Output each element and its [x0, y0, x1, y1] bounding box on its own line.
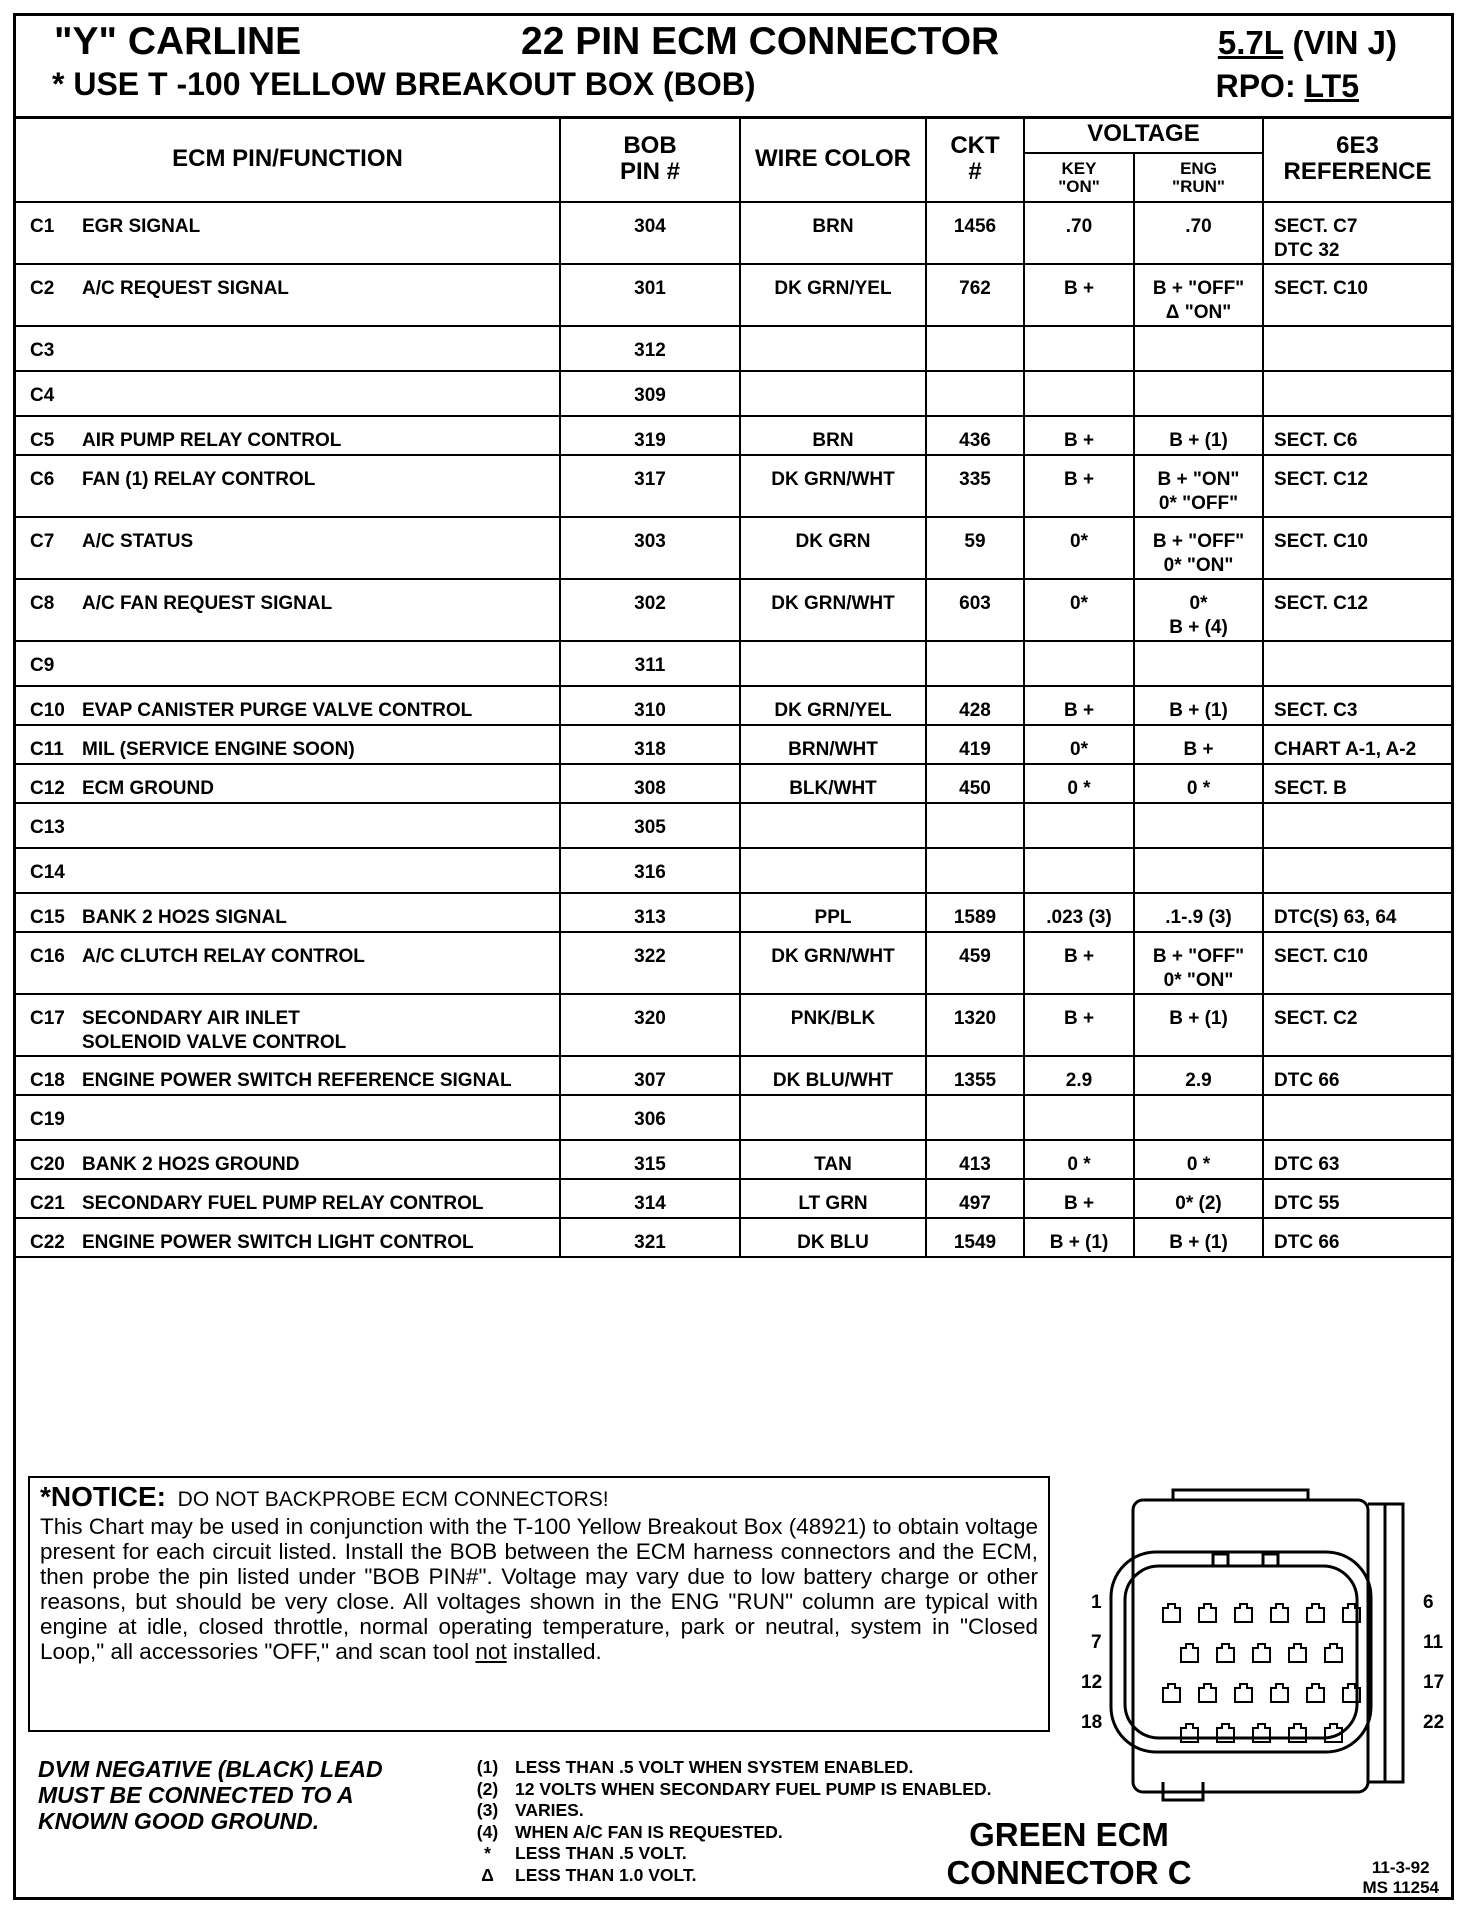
table-row — [16, 686, 1451, 725]
wire-color-cell: DK GRN/YEL — [740, 686, 926, 725]
circuit-cell: 1589 — [926, 893, 1024, 932]
pin-function-cell — [16, 326, 560, 371]
circuit-cell: 419 — [926, 725, 1024, 764]
circuit-cell: 59 — [926, 517, 1024, 579]
col-voltage-header: VOLTAGE — [1024, 116, 1263, 153]
pin-function: BANK 2 HO2S SIGNAL — [82, 907, 287, 928]
connector-pin-cavity — [1163, 1604, 1180, 1622]
pin-function-cell — [16, 725, 560, 764]
eng-run-voltage-cell: .70 — [1134, 202, 1263, 264]
table-row — [16, 725, 1451, 764]
key-on-voltage-cell: 2.9 — [1024, 1056, 1134, 1095]
wire-color-cell — [740, 848, 926, 893]
footnote-text: LESS THAN 1.0 VOLT. — [515, 1864, 697, 1885]
wire-color-cell — [740, 803, 926, 848]
key-on-voltage-cell: B + — [1024, 994, 1134, 1056]
reference-cell: DTC 55 — [1263, 1179, 1451, 1218]
header — [16, 16, 1451, 119]
key-on-voltage-cell: 0* — [1024, 579, 1134, 641]
pin-label-1: 1 — [1091, 1592, 1102, 1613]
pin-id: C6 — [30, 469, 55, 490]
footnote — [460, 1865, 991, 1887]
pin-function-cell — [16, 264, 560, 326]
reference-cell — [1263, 371, 1451, 416]
bob-pin-cell: 322 — [560, 932, 740, 994]
eng-run-voltage-cell: B + "OFF" Δ "ON" — [1134, 264, 1263, 326]
notice-body — [40, 1514, 1038, 1664]
eng-run-voltage-cell: B + (1) — [1134, 1218, 1263, 1257]
col-key-on-header: KEY "ON" — [1024, 153, 1134, 202]
pin-id: C18 — [30, 1070, 65, 1091]
footnote — [460, 1779, 991, 1801]
bob-pin-cell: 321 — [560, 1218, 740, 1257]
reference-cell: SECT. C12 — [1263, 579, 1451, 641]
pin-function: ENGINE POWER SWITCH REFERENCE SIGNAL — [82, 1070, 512, 1091]
table-row — [16, 641, 1451, 686]
key-on-voltage-cell: B + — [1024, 416, 1134, 455]
col-wire-header: WIRE COLOR — [740, 116, 926, 202]
pin-function-cell — [16, 371, 560, 416]
wire-color-cell — [740, 371, 926, 416]
pin-function: FAN (1) RELAY CONTROL — [82, 469, 316, 490]
eng-run-voltage-cell: B + (1) — [1134, 686, 1263, 725]
doc-id-block — [1362, 1858, 1439, 1898]
key-on-voltage-cell — [1024, 848, 1134, 893]
eng-run-voltage-cell: B + (1) — [1134, 994, 1263, 1056]
wire-color-cell: TAN — [740, 1140, 926, 1179]
reference-cell: DTC 66 — [1263, 1056, 1451, 1095]
reference-cell: DTC 63 — [1263, 1140, 1451, 1179]
connector-pin-cavity — [1199, 1604, 1216, 1622]
key-on-voltage-cell: B + — [1024, 1179, 1134, 1218]
wire-color-cell: DK GRN/WHT — [740, 932, 926, 994]
table-row — [16, 326, 1451, 371]
footnote-text: LESS THAN .5 VOLT WHEN SYSTEM ENABLED. — [515, 1757, 914, 1777]
connector-diagram — [1081, 1482, 1445, 1812]
pin-function-cell — [16, 893, 560, 932]
bob-pin-cell: 301 — [560, 264, 740, 326]
col-eng-run-header: ENG "RUN" — [1134, 153, 1263, 202]
pin-id: C3 — [30, 340, 55, 361]
notice-title: *NOTICE: — [40, 1481, 166, 1512]
pin-function: EVAP CANISTER PURGE VALVE CONTROL — [82, 700, 473, 721]
engine-vin: (VIN J) — [1283, 24, 1397, 61]
pin-function-cell — [16, 803, 560, 848]
table-row — [16, 264, 1451, 326]
circuit-cell: 497 — [926, 1179, 1024, 1218]
bob-pin-cell: 319 — [560, 416, 740, 455]
eng-run-voltage-cell — [1134, 326, 1263, 371]
pin-function-cell — [16, 1095, 560, 1140]
key-on-voltage-cell: B + — [1024, 455, 1134, 517]
pin-function-cell — [16, 416, 560, 455]
wire-color-cell: BRN/WHT — [740, 725, 926, 764]
key-on-voltage-cell: 0* — [1024, 725, 1134, 764]
pin-id: C15 — [30, 907, 65, 928]
circuit-cell — [926, 326, 1024, 371]
pin-function: A/C FAN REQUEST SIGNAL — [82, 593, 333, 614]
circuit-cell: 436 — [926, 416, 1024, 455]
bob-pin-cell: 316 — [560, 848, 740, 893]
rpo-value: LT5 — [1304, 68, 1359, 104]
connector-face — [1125, 1566, 1357, 1738]
bob-pin-cell: 311 — [560, 641, 740, 686]
notice-body-1: This Chart may be used in conjunction with the T-100 Yellow Breakout Box (48921) to obtain voltage present for each circuit listed. Install the BOB between the ECM harness connectors and the ECM, then probe the pin listed under "BOB PIN#". Voltage may vary due to low battery charge or other reasons, but should be very close. All voltages shown in the ENG "RUN" column are typical with engine at idle, closed throttle, normal operating temperature, park or neutral, system in "Closed Loop," all accessories "OFF," and scan tool — [40, 1514, 1038, 1664]
reference-cell: SECT. C6 — [1263, 416, 1451, 455]
col-function-header: ECM PIN/FUNCTION — [16, 116, 560, 202]
bob-pin-cell: 303 — [560, 517, 740, 579]
circuit-cell: 428 — [926, 686, 1024, 725]
pin-function: MIL (SERVICE ENGINE SOON) — [82, 739, 355, 760]
pin-id: C8 — [30, 593, 55, 614]
eng-run-voltage-cell — [1134, 1095, 1263, 1140]
eng-run-voltage-cell: 0 * — [1134, 1140, 1263, 1179]
wire-color-cell: DK GRN/YEL — [740, 264, 926, 326]
doc-id: MS 11254 — [1362, 1878, 1439, 1897]
footnote — [460, 1822, 991, 1844]
pin-id: C22 — [30, 1232, 65, 1253]
pin-function: A/C STATUS — [82, 531, 194, 552]
dvm-instruction: DVM NEGATIVE (BLACK) LEAD MUST BE CONNECTED TO A KNOWN GOOD GROUND. — [38, 1756, 383, 1834]
connector-pin-cavity — [1199, 1684, 1216, 1702]
connector-title: 22 PIN ECM CONNECTOR — [521, 20, 1000, 63]
table-row — [16, 803, 1451, 848]
circuit-cell: 1320 — [926, 994, 1024, 1056]
eng-run-voltage-cell: B + "ON" 0* "OFF" — [1134, 455, 1263, 517]
reference-cell: DTC(S) 63, 64 — [1263, 893, 1451, 932]
pin-label-22: 22 — [1423, 1712, 1445, 1733]
notice-title-line — [40, 1482, 1038, 1514]
notice-warning: DO NOT BACKPROBE ECM CONNECTORS! — [177, 1488, 609, 1511]
pin-function-cell — [16, 1056, 560, 1095]
wire-color-cell: DK GRN/WHT — [740, 455, 926, 517]
wire-color-cell: BRN — [740, 416, 926, 455]
table-row — [16, 416, 1451, 455]
wire-color-cell: LT GRN — [740, 1179, 926, 1218]
circuit-cell: 762 — [926, 264, 1024, 326]
reference-cell — [1263, 641, 1451, 686]
key-on-voltage-cell: 0 * — [1024, 764, 1134, 803]
pin-function: AIR PUMP RELAY CONTROL — [82, 430, 342, 451]
footnote — [460, 1843, 991, 1865]
reference-cell: DTC 66 — [1263, 1218, 1451, 1257]
pin-function-cell — [16, 579, 560, 641]
circuit-cell — [926, 1095, 1024, 1140]
table-row — [16, 371, 1451, 416]
pin-id: C16 — [30, 946, 65, 967]
table-row — [16, 517, 1451, 579]
connector-pin-cavity — [1217, 1644, 1234, 1662]
pin-label-6: 6 — [1423, 1592, 1434, 1613]
key-on-voltage-cell — [1024, 641, 1134, 686]
pin-id: C17 — [30, 1008, 65, 1029]
pin-function-cell — [16, 1179, 560, 1218]
reference-cell: CHART A-1, A-2 — [1263, 725, 1451, 764]
eng-run-voltage-cell: 0* B + (4) — [1134, 579, 1263, 641]
connector-keys — [1213, 1554, 1278, 1566]
key-on-voltage-cell — [1024, 371, 1134, 416]
pin-id: C20 — [30, 1154, 65, 1175]
bob-pin-cell: 307 — [560, 1056, 740, 1095]
col-ckt-header: CKT # — [926, 116, 1024, 202]
footnote — [460, 1757, 991, 1779]
table-row — [16, 1218, 1451, 1257]
pin-id: C19 — [30, 1109, 65, 1130]
pin-function-cell — [16, 932, 560, 994]
table-row — [16, 1179, 1451, 1218]
col-bob-header: BOB PIN # — [560, 116, 740, 202]
pin-label-7: 7 — [1091, 1632, 1102, 1653]
bob-pin-cell: 309 — [560, 371, 740, 416]
pin-id: C10 — [30, 700, 65, 721]
reference-cell: SECT. C12 — [1263, 455, 1451, 517]
rpo-label — [1216, 68, 1359, 105]
table-row — [16, 1095, 1451, 1140]
circuit-cell: 603 — [926, 579, 1024, 641]
pin-function-cell — [16, 1218, 560, 1257]
bob-pin-cell: 305 — [560, 803, 740, 848]
reference-cell: SECT. C10 — [1263, 517, 1451, 579]
connector-body — [1133, 1500, 1368, 1792]
eng-run-voltage-cell — [1134, 371, 1263, 416]
footnote-mark: * — [484, 1843, 491, 1863]
circuit-cell: 413 — [926, 1140, 1024, 1179]
notice-body-2: installed. — [506, 1639, 602, 1664]
connector-pin-cavity — [1235, 1604, 1252, 1622]
reference-cell: SECT. B — [1263, 764, 1451, 803]
pin-function: SECONDARY AIR INLET SOLENOID VALVE CONTROL — [82, 1008, 347, 1053]
bob-pin-cell: 315 — [560, 1140, 740, 1179]
eng-run-voltage-cell: 0* (2) — [1134, 1179, 1263, 1218]
bob-pin-cell: 320 — [560, 994, 740, 1056]
connector-pin-cavity — [1271, 1684, 1288, 1702]
doc-date: 11-3-92 — [1371, 1858, 1430, 1877]
bob-pin-cell: 317 — [560, 455, 740, 517]
reference-cell: SECT. C10 — [1263, 264, 1451, 326]
connector-pin-cavity — [1307, 1684, 1324, 1702]
table-row — [16, 932, 1451, 994]
wire-color-cell: DK BLU/WHT — [740, 1056, 926, 1095]
reference-cell: SECT. C10 — [1263, 932, 1451, 994]
pin-function-cell — [16, 1140, 560, 1179]
footnote-text: LESS THAN .5 VOLT. — [515, 1843, 687, 1863]
pin-id: C2 — [30, 278, 55, 299]
bob-pin-cell: 310 — [560, 686, 740, 725]
eng-run-voltage-cell: 0 * — [1134, 764, 1263, 803]
pin-function-cell — [16, 994, 560, 1056]
connector-pin-cavity — [1181, 1644, 1198, 1662]
wire-color-cell: DK GRN — [740, 517, 926, 579]
connector-pin-grid — [1163, 1604, 1360, 1742]
circuit-cell: 1355 — [926, 1056, 1024, 1095]
pin-id: C5 — [30, 430, 55, 451]
table-row — [16, 848, 1451, 893]
pin-function: ECM GROUND — [82, 778, 214, 799]
wire-color-cell — [740, 326, 926, 371]
pin-function-cell — [16, 848, 560, 893]
eng-run-voltage-cell: B + "OFF" 0* "ON" — [1134, 932, 1263, 994]
pin-function: A/C CLUTCH RELAY CONTROL — [82, 946, 365, 967]
bob-pin-cell: 312 — [560, 326, 740, 371]
key-on-voltage-cell: B + — [1024, 264, 1134, 326]
circuit-cell: 459 — [926, 932, 1024, 994]
key-on-voltage-cell: 0 * — [1024, 1140, 1134, 1179]
circuit-cell — [926, 371, 1024, 416]
reference-cell — [1263, 326, 1451, 371]
rpo-caption: RPO: — [1215, 68, 1305, 104]
pin-id: C11 — [30, 739, 64, 760]
wire-color-cell: DK GRN/WHT — [740, 579, 926, 641]
pin-function-cell — [16, 641, 560, 686]
engine-value: 5.7L — [1217, 24, 1284, 61]
key-on-voltage-cell: B + — [1024, 686, 1134, 725]
pin-label-17: 17 — [1423, 1672, 1445, 1693]
bob-pin-cell: 313 — [560, 893, 740, 932]
key-on-voltage-cell: B + — [1024, 932, 1134, 994]
table-row — [16, 455, 1451, 517]
reference-cell: SECT. C2 — [1263, 994, 1451, 1056]
eng-run-voltage-cell: B + "OFF" 0* "ON" — [1134, 517, 1263, 579]
footnote-text: VARIES. — [515, 1800, 584, 1820]
carline-title: "Y" CARLINE — [54, 20, 302, 63]
pin-function: ENGINE POWER SWITCH LIGHT CONTROL — [82, 1232, 474, 1253]
pin-id: C4 — [30, 385, 55, 406]
wire-color-cell — [740, 1095, 926, 1140]
footnote — [460, 1800, 991, 1822]
connector-pin-cavity — [1307, 1604, 1324, 1622]
footnote-text: 12 VOLTS WHEN SECONDARY FUEL PUMP IS ENABLED. — [515, 1778, 992, 1799]
pin-id: C7 — [30, 531, 55, 552]
eng-run-voltage-cell: 2.9 — [1134, 1056, 1263, 1095]
pin-function: SECONDARY FUEL PUMP RELAY CONTROL — [82, 1193, 484, 1214]
key-on-voltage-cell: .023 (3) — [1024, 893, 1134, 932]
pin-label-11: 11 — [1423, 1632, 1444, 1653]
footnote-mark: (1) — [476, 1757, 499, 1777]
wire-color-cell: DK BLU — [740, 1218, 926, 1257]
bob-pin-cell: 304 — [560, 202, 740, 264]
wire-color-cell: BRN — [740, 202, 926, 264]
chart-sheet — [13, 13, 1454, 1900]
footnote-mark: (2) — [476, 1778, 499, 1799]
table-row — [16, 1140, 1451, 1179]
pin-label-12: 12 — [1081, 1672, 1103, 1693]
connector-pin-cavity — [1271, 1604, 1288, 1622]
key-on-voltage-cell — [1024, 803, 1134, 848]
eng-run-voltage-cell: .1-.9 (3) — [1134, 893, 1263, 932]
pin-id: C12 — [30, 778, 65, 799]
circuit-cell — [926, 641, 1024, 686]
table-row — [16, 994, 1451, 1056]
pin-id: C14 — [30, 862, 65, 883]
bob-pin-cell: 308 — [560, 764, 740, 803]
connector-pin-cavity — [1163, 1684, 1180, 1702]
circuit-cell: 1549 — [926, 1218, 1024, 1257]
wire-color-cell: PPL — [740, 893, 926, 932]
pin-function-cell — [16, 202, 560, 264]
key-on-voltage-cell: .70 — [1024, 202, 1134, 264]
wire-color-cell — [740, 641, 926, 686]
reference-cell — [1263, 803, 1451, 848]
bob-pin-cell: 314 — [560, 1179, 740, 1218]
circuit-cell: 335 — [926, 455, 1024, 517]
footnote-mark: Δ — [481, 1864, 494, 1885]
engine-label — [1218, 24, 1397, 62]
connector-shroud — [1111, 1552, 1371, 1752]
connector-pin-cavity — [1235, 1684, 1252, 1702]
pin-id: C21 — [30, 1193, 65, 1214]
pin-function: BANK 2 HO2S GROUND — [82, 1154, 300, 1175]
pin-id: C13 — [30, 817, 65, 838]
key-on-voltage-cell — [1024, 1095, 1134, 1140]
key-on-voltage-cell: 0* — [1024, 517, 1134, 579]
bob-pin-cell: 318 — [560, 725, 740, 764]
table-row — [16, 202, 1451, 264]
bob-pin-cell: 306 — [560, 1095, 740, 1140]
circuit-cell: 450 — [926, 764, 1024, 803]
eng-run-voltage-cell — [1134, 641, 1263, 686]
circuit-cell — [926, 848, 1024, 893]
reference-cell: SECT. C3 — [1263, 686, 1451, 725]
pin-function: EGR SIGNAL — [82, 216, 201, 237]
pin-id: C1 — [30, 216, 55, 237]
connector-drawing — [1103, 1482, 1433, 1812]
reference-cell — [1263, 848, 1451, 893]
pin-function: A/C REQUEST SIGNAL — [82, 278, 289, 299]
pin-function-cell — [16, 764, 560, 803]
pin-function-cell — [16, 517, 560, 579]
reference-cell: SECT. C7 DTC 32 — [1263, 202, 1451, 264]
reference-cell — [1263, 1095, 1451, 1140]
pin-label-18: 18 — [1081, 1712, 1103, 1733]
eng-run-voltage-cell — [1134, 848, 1263, 893]
connector-pin-cavity — [1289, 1644, 1306, 1662]
wire-color-cell: PNK/BLK — [740, 994, 926, 1056]
col-reference-header: 6E3 REFERENCE — [1263, 116, 1451, 202]
bob-pin-cell: 302 — [560, 579, 740, 641]
table-row — [16, 579, 1451, 641]
connector-pin-cavity — [1325, 1644, 1342, 1662]
connector-caption: GREEN ECM CONNECTOR C — [946, 1816, 1192, 1891]
pin-function-cell — [16, 455, 560, 517]
notice-box — [28, 1476, 1050, 1732]
key-on-voltage-cell: B + (1) — [1024, 1218, 1134, 1257]
eng-run-voltage-cell: B + — [1134, 725, 1263, 764]
table-row — [16, 764, 1451, 803]
pin-function-cell — [16, 686, 560, 725]
footnote-mark: (3) — [476, 1800, 499, 1820]
key-on-voltage-cell — [1024, 326, 1134, 371]
notice-body-not: not — [475, 1639, 507, 1664]
pin-table — [16, 116, 1451, 1258]
footnote-mark: (4) — [476, 1821, 499, 1842]
table-row — [16, 1056, 1451, 1095]
eng-run-voltage-cell — [1134, 803, 1263, 848]
circuit-cell: 1456 — [926, 202, 1024, 264]
table-row — [16, 893, 1451, 932]
connector-pin-cavity — [1253, 1644, 1270, 1662]
circuit-cell — [926, 803, 1024, 848]
pin-id: C9 — [30, 655, 55, 676]
footnote-text: WHEN A/C FAN IS REQUESTED. — [515, 1821, 783, 1842]
eng-run-voltage-cell: B + (1) — [1134, 416, 1263, 455]
footnotes — [460, 1757, 991, 1886]
wire-color-cell: BLK/WHT — [740, 764, 926, 803]
bob-note: * USE T -100 YELLOW BREAKOUT BOX (BOB) — [52, 66, 756, 102]
